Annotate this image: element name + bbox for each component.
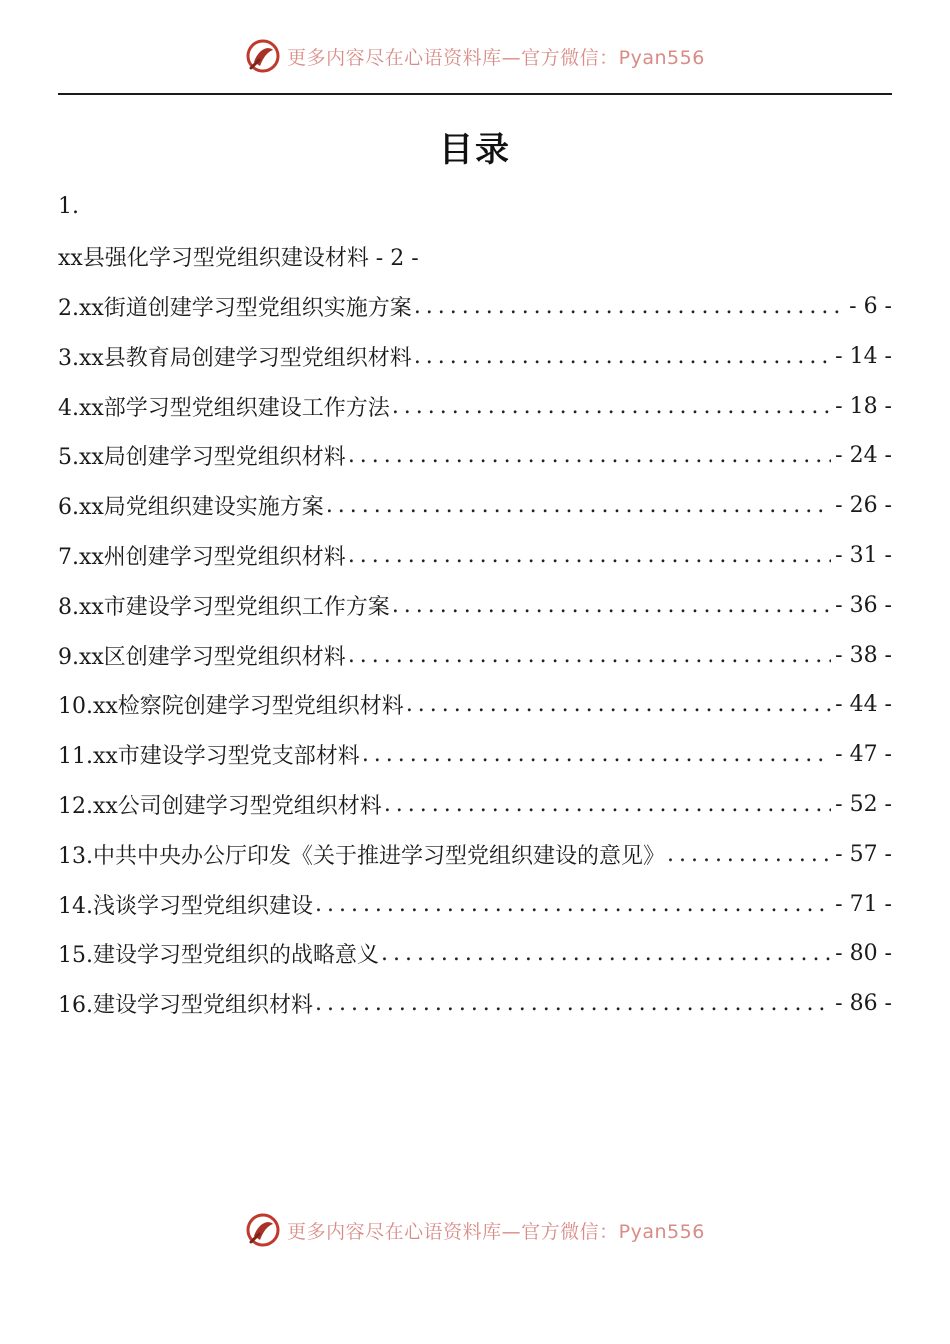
toc-entry-label: 16.建设学习型党组织材料 bbox=[58, 993, 313, 1019]
page-title: 目录 bbox=[439, 130, 511, 170]
toc-entry[interactable] bbox=[58, 780, 892, 830]
toc-entry-label: 1. bbox=[58, 194, 79, 220]
toc-entry-page: - 86 - bbox=[835, 991, 892, 1017]
toc-entry-page: - 47 - bbox=[835, 742, 892, 768]
toc-dot-leader bbox=[390, 593, 831, 618]
toc-entry-label: 10.xx检察院创建学习型党组织材料 bbox=[58, 694, 404, 720]
toc-dot-leader bbox=[360, 742, 831, 767]
toc-entry-label: 5.xx局创建学习型党组织材料 bbox=[58, 445, 346, 471]
toc-entry-label: 9.xx区创建学习型党组织材料 bbox=[58, 644, 346, 670]
toc-entry[interactable] bbox=[58, 730, 892, 780]
toc-dot-leader bbox=[412, 294, 845, 319]
toc-entry-page: - 80 - bbox=[835, 941, 892, 967]
toc-entry-label: xx县强化学习型党组织建设材料 - 2 - bbox=[58, 246, 419, 272]
toc-entry[interactable] bbox=[58, 232, 892, 282]
toc-entry-page: - 14 - bbox=[835, 343, 892, 369]
toc-dot-leader bbox=[313, 892, 831, 917]
toc-entry-label: 8.xx市建设学习型党组织工作方案 bbox=[58, 594, 390, 620]
toc-entry[interactable] bbox=[58, 879, 892, 929]
toc-entry-page: - 44 - bbox=[835, 692, 892, 718]
toc-entry-page: - 57 - bbox=[835, 841, 892, 867]
toc-entry[interactable] bbox=[58, 331, 892, 381]
toc-entry-label: 7.xx州创建学习型党组织材料 bbox=[58, 544, 346, 570]
toc-entry-page: - 71 - bbox=[835, 891, 892, 917]
toc-entry-label: 12.xx公司创建学习型党组织材料 bbox=[58, 793, 382, 819]
toc-entry[interactable] bbox=[58, 431, 892, 481]
toc-entry-label: 2.xx街道创建学习型党组织实施方案 bbox=[58, 295, 412, 321]
toc-entry-label: 3.xx县教育局创建学习型党组织材料 bbox=[58, 345, 412, 371]
toc-entry-label: 6.xx局党组织建设实施方案 bbox=[58, 495, 324, 521]
toc-entry-label: 4.xx部学习型党组织建设工作方法 bbox=[58, 395, 390, 421]
ink-brush-logo-icon bbox=[245, 1212, 281, 1248]
toc-dot-leader bbox=[313, 991, 831, 1016]
toc-entry-label: 13.中共中央办公厅印发《关于推进学习型党组织建设的意见》 bbox=[58, 843, 665, 869]
toc-entry-page: - 18 - bbox=[835, 393, 892, 419]
toc-dot-leader bbox=[665, 842, 831, 867]
toc-entry-page: - 36 - bbox=[835, 592, 892, 618]
toc-dot-leader bbox=[412, 344, 831, 369]
toc-entry[interactable] bbox=[58, 929, 892, 979]
toc-dot-leader bbox=[324, 493, 831, 518]
header-divider bbox=[58, 93, 892, 95]
toc-entry[interactable] bbox=[58, 381, 892, 431]
toc-entry[interactable] bbox=[58, 680, 892, 730]
toc-entry[interactable] bbox=[58, 979, 892, 1029]
toc-entry-page: - 52 - bbox=[835, 791, 892, 817]
toc-entry[interactable] bbox=[58, 829, 892, 879]
toc-entry-page: - 6 - bbox=[849, 293, 892, 319]
toc-entry[interactable] bbox=[58, 580, 892, 630]
toc-dot-leader bbox=[346, 543, 831, 568]
toc-dot-leader bbox=[346, 643, 831, 668]
toc-entry-label: 15.建设学习型党组织的战略意义 bbox=[58, 943, 379, 969]
ink-brush-logo-icon bbox=[245, 38, 281, 74]
toc-entry-label: 11.xx市建设学习型党支部材料 bbox=[58, 744, 360, 770]
toc-entry[interactable] bbox=[58, 531, 892, 581]
footer-banner bbox=[0, 1212, 950, 1248]
footer-banner-text: 更多内容尽在心语资料库—官方微信：Pyan556 bbox=[287, 1220, 705, 1243]
toc-dot-leader bbox=[382, 792, 831, 817]
header-banner bbox=[0, 38, 950, 74]
toc-entry[interactable] bbox=[58, 282, 892, 332]
table-of-contents bbox=[58, 182, 892, 1029]
toc-entry-page: - 31 - bbox=[835, 542, 892, 568]
toc-entry[interactable] bbox=[58, 630, 892, 680]
toc-dot-leader bbox=[404, 692, 831, 717]
toc-entry-page: - 38 - bbox=[835, 642, 892, 668]
toc-entry[interactable] bbox=[58, 481, 892, 531]
toc-entry[interactable] bbox=[58, 182, 892, 232]
toc-dot-leader bbox=[379, 941, 831, 966]
toc-dot-leader bbox=[390, 394, 831, 419]
toc-entry-page: - 26 - bbox=[835, 493, 892, 519]
toc-entry-page: - 24 - bbox=[835, 443, 892, 469]
header-banner-text: 更多内容尽在心语资料库—官方微信：Pyan556 bbox=[287, 46, 705, 69]
toc-entry-label: 14.浅谈学习型党组织建设 bbox=[58, 893, 313, 919]
toc-dot-leader bbox=[346, 443, 831, 468]
